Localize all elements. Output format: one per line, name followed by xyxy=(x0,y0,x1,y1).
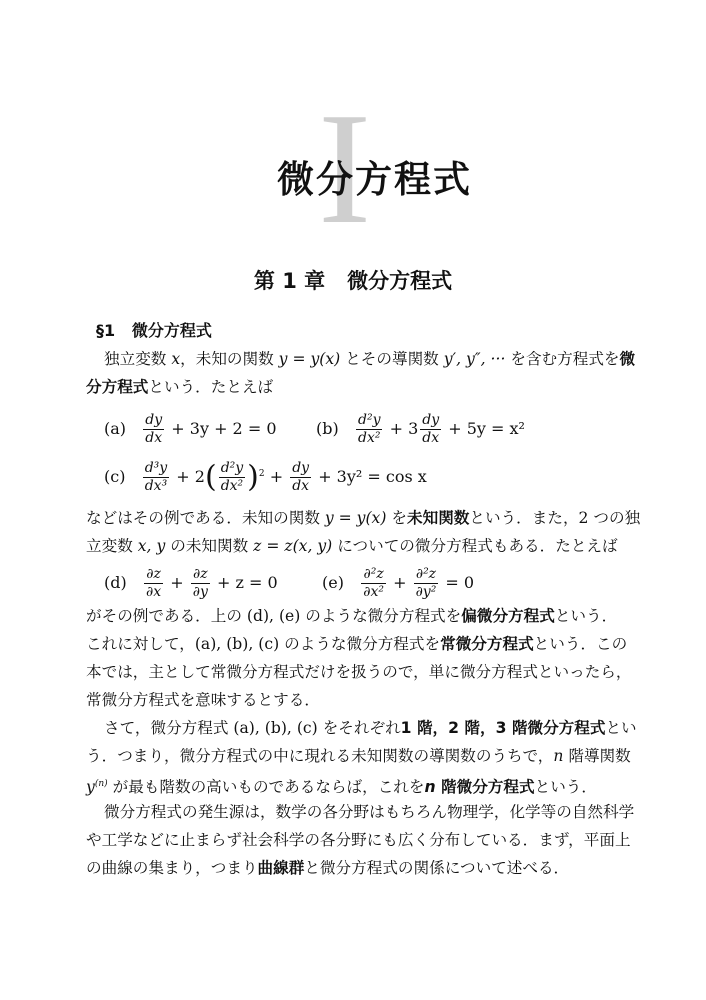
section-title: 微分方程式 xyxy=(131,321,212,340)
para3-line2: これに対して，(a), (b), (c) のような微分方程式を常微分方程式という．この xyxy=(86,635,628,653)
chapter-title: 微分方程式 xyxy=(347,269,453,293)
term-order: 1 階，2 階，3 階微分方程式 xyxy=(400,719,606,737)
para5-line1: 微分方程式の発生源は，数学の各分野はもちろん物理学，化学等の自然科学 xyxy=(104,803,635,821)
term-nth-order: 階微分方程式 xyxy=(435,778,535,796)
term-curve-family: 曲線群 xyxy=(257,859,305,877)
para1-line1: 独立変数 x，未知の関数 y = y(x) とその導関数 y′, y″, ··· を含む方程式を微 xyxy=(104,350,636,368)
equation-b: (b) $\frac{\text{d²y}}{\text{dx²}}$ + 3 $\frac{dy}{dx}$ + 5y = x² xyxy=(316,412,525,446)
term-differential-equation: 微 xyxy=(619,350,636,368)
para3-line4: 常微分方程式を意味するとする． xyxy=(86,691,320,709)
para5-line2: や工学などに止まらず社会科学の各分野にも広く分布している．まず，平面上 xyxy=(86,831,631,849)
term-nth-order-n: n xyxy=(424,778,436,796)
term-ode: 常微分方程式 xyxy=(440,635,534,653)
para4-line3: $y^{(n)}$ が最も階数の高いものであるならば，これをn 階微分方程式という． xyxy=(86,778,597,796)
part-title: 微分方程式 xyxy=(277,158,472,201)
para5-line3: の曲線の集まり，つまり曲線群と微分方程式の関係について述べる． xyxy=(86,859,570,877)
para2-line2: 立変数 x, y の未知関数 z = z(x, y) についての微分方程式もある．たとえば xyxy=(86,537,618,555)
term-unknown-function: 未知関数 xyxy=(407,509,470,527)
para4-line2: う．つまり，微分方程式の中に現れる未知関数の導関数のうちで，n 階導関数 xyxy=(86,747,631,765)
term-pde: 偏微分方程式 xyxy=(461,607,555,625)
para3-line1: がその例である．上の (d), (e) のような微分方程式を偏微分方程式という． xyxy=(86,607,618,625)
chapter-heading xyxy=(0,265,706,295)
section-number: §1 xyxy=(96,321,116,340)
equation-e: (e) $\frac{\text{∂²z}}{\text{∂x²}}$ + $\frac{\text{∂²z}}{\text{∂y²}}$ = 0 xyxy=(322,566,475,600)
para3-line3: 本では，主として常微分方程式だけを扱うので，単に微分方程式といったら， xyxy=(86,663,632,681)
equation-d: (d) $\frac{\partial z}{\partial x}$ + $\frac{\partial z}{\partial y}$ + z = 0 xyxy=(104,566,278,600)
para2-line1: などはその例である．未知の関数 y = y(x) を未知関数という．また，2 つの独 xyxy=(86,509,641,527)
para1-line2: 分方程式という．たとえば xyxy=(86,378,274,396)
equation-c: (c) $\frac{\text{d³y}}{\text{dx³}}$ + 2( $\frac{\text{d²y}}{\text{dx²}}$ )$^2$ + $\frac{dy}{dx}$ + 3y² = cos x xyxy=(104,459,427,495)
part-numeral: I xyxy=(318,79,372,257)
para4-line1: さて，微分方程式 (a), (b), (c) をそれぞれ1 階，2 階，3 階微分方程式とい xyxy=(104,719,637,737)
section-heading xyxy=(96,318,212,341)
chapter-label: 第 1 章 xyxy=(253,269,326,293)
equation-a: (a) $\frac{dy}{dx}$ + 3y + 2 = 0 xyxy=(104,412,277,446)
